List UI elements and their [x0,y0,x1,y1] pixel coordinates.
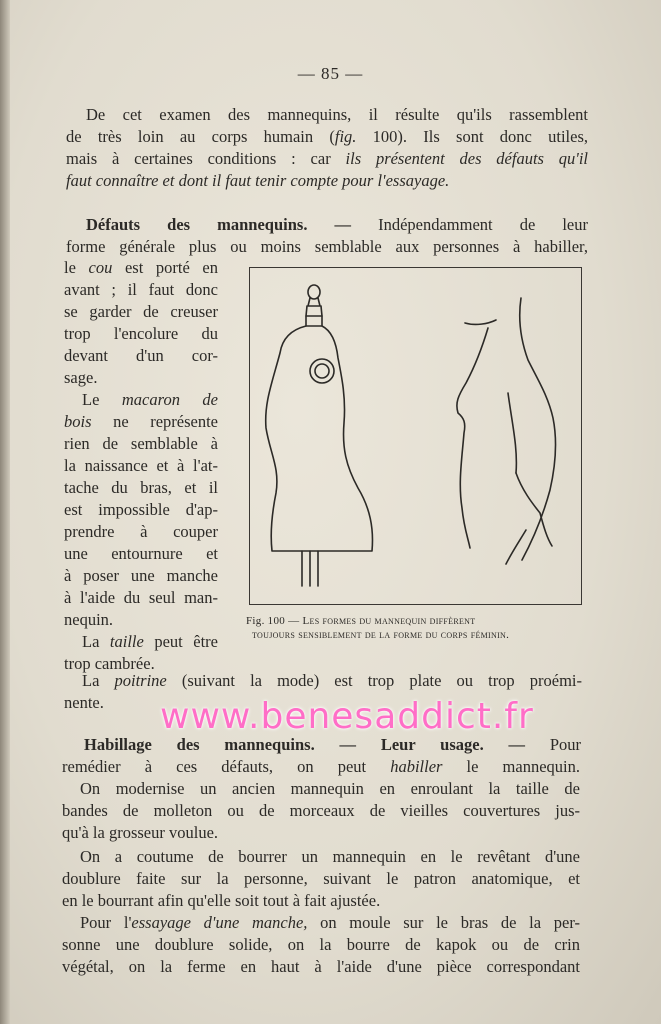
poitrine-line2: nente. [64,693,104,712]
section2-line: en le bourrant afin qu'elle soit tout à fait ajustée. [62,891,381,910]
column-line: est impossible d'ap- [64,500,218,519]
section2-line: doublure faite sur la personne, suivant le patron anatomique, et [62,869,580,888]
para1-line2: de très loin au corps humain (fig. 100). Ils sont donc utiles, [66,127,588,146]
section2-line: bandes de molleton ou de morceaux de vieilles couvertures jus- [62,801,580,820]
column-line: bois ne représente [64,412,218,431]
section2-line: Pour l'essayage d'une manche, on moule sur le bras de la per- [80,913,580,932]
page-spine-shadow [0,0,10,1024]
section2-line: sonne une doublure solide, on la bourre de kapok ou de crin [62,935,580,954]
section2-line: remédier à ces défauts, on peut habiller le mannequin. [62,757,580,776]
para1-line3: mais à certaines conditions : car ils présentent des défauts qu'il [66,149,588,168]
section2-heading-line: Habillage des mannequins. — Leur usage. — Pour [84,735,581,754]
column-line: devant d'un cor- [64,346,218,365]
section2-line: qu'à la grosseur voulue. [62,823,219,842]
column-line: à l'aide du seul man- [64,588,218,607]
column-line: trop cambrée. [64,654,155,673]
column-line: le cou est porté en [64,258,218,277]
column-line: nequin. [64,610,114,629]
page-number: — 85 — [297,64,364,83]
figure-100 [249,267,582,605]
para1-line4: faut connaître et dont il faut tenir compte pour l'essayage. [66,171,450,190]
column-line: prendre à couper [64,522,218,541]
watermark: www.benesaddict.fr [160,696,534,737]
column-line: Le macaron de [82,390,218,409]
figure-illustration [250,268,580,603]
column-line: à poser une manche [64,566,218,585]
figure-caption-line2: toujours sensiblement de la forme du corps féminin. [252,629,510,641]
female-body-drawing [457,298,556,564]
section1-heading-line: Défauts des mannequins. — Indépendamment de leur [86,215,588,234]
column-line: rien de semblable à [64,434,218,453]
column-line: la naissance et à l'at- [64,456,218,475]
poitrine-line1: La poitrine (suivant la mode) est trop plate ou trop proémi- [82,671,582,690]
para1-line1: De cet examen des mannequins, il résulte qu'ils rassemblent [86,105,588,124]
column-line: trop l'encolure du [64,324,218,343]
column-line: La taille peut être [82,632,218,651]
figure-caption-line1: Fig. 100 — Les formes du mannequin diffèrent [246,615,476,627]
section2-line: On modernise un ancien mannequin en enroulant la taille de [80,779,580,798]
mannequin-drawing [266,285,373,586]
column-line: se garder de creuser [64,302,218,321]
column-line: sage. [64,368,98,387]
column-line: avant ; il faut donc [64,280,218,299]
section1-line2: forme générale plus ou moins semblable aux personnes à habiller, [66,237,588,256]
section2-heading: Habillage des mannequins. — Leur usage. — [84,735,526,754]
column-line: une entournure et [64,544,218,563]
section2-line: végétal, on la ferme en haut à l'aide d'une pièce correspondant [62,957,580,976]
section2-line: On a coutume de bourrer un mannequin en le revêtant d'une [80,847,580,866]
column-line: tache du bras, et il [64,478,218,497]
section1-heading: Défauts des mannequins. — [86,215,352,234]
